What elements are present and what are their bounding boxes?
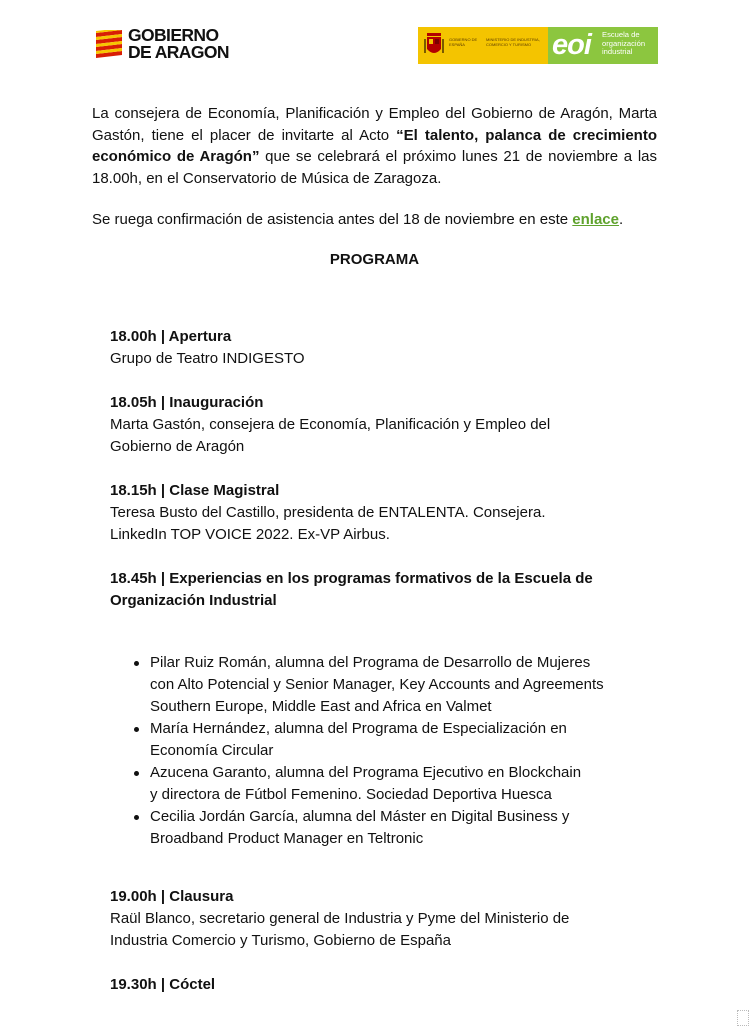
rsvp-link[interactable]: enlace [572,211,619,228]
intro-section [92,103,657,270]
aragon-flag-icon [96,30,122,60]
program-item-desc-line: Gobierno de Aragón [110,438,245,455]
bullet-icon [134,727,139,732]
rsvp-text: Se ruega confirmación de asistencia antes del 18 de noviembre en este [92,211,573,228]
program-item-desc-line: Teresa Busto del Castillo, presidenta de ENTALENTA. Consejera. [110,504,546,521]
ministry-logo [418,27,548,64]
list-item [134,652,655,718]
speaker-list [110,652,655,850]
list-item-line: Azucena Garanto, alumna del Programa Ejecutivo en Blockchain [150,764,582,781]
list-item [134,718,655,762]
bullet-icon [134,815,139,820]
spain-coat-of-arms-icon [424,31,444,59]
eoi-logo-text: Escuela de organización industrial [602,30,646,57]
aragon-line-2: DE ARAGON [128,42,229,62]
program-item-desc-line: LinkedIn TOP VOICE 2022. Ex-VP Airbus. [110,526,390,543]
program-item-title: 18.00h | Apertura [110,328,232,345]
program-item-title: 18.15h | Clase Magistral [110,482,280,499]
intro-paragraph [92,103,657,189]
bullet-icon [134,661,139,666]
aragon-line-1: GOBIERNO [128,25,219,45]
program-item-desc: Grupo de Teatro INDIGESTO [110,350,305,367]
rsvp-paragraph [92,209,657,231]
list-item [134,806,655,850]
program-item-desc-line: Raül Blanco, secretario general de Industria y Pyme del Ministerio de [110,910,570,927]
ministry-right-text: MINISTERIO DE INDUSTRIA, COMERCIO Y TURISMO [486,37,540,47]
program-item-title: 18.05h | Inauguración [110,394,264,411]
aragon-logo-text [128,27,229,61]
list-item-line: Cecilia Jordán García, alumna del Máster en Digital Business y [150,808,570,825]
eoi-logo-mark: eoi [552,29,591,61]
program-item-coctel [110,974,655,996]
program-item-inauguracion [110,392,655,458]
intro-text-a: La consejera de Economía, Planificación y Empleo del Gobierno de Aragón, Marta Gastón, tiene el placer de invitarte al Acto [92,105,657,144]
program-item-clausura [110,886,655,952]
list-item [134,762,655,806]
document-header [0,0,755,90]
program-item-desc-line: Industria Comercio y Turismo, Gobierno de España [110,932,451,949]
gobierno-aragon-logo [96,26,246,66]
event-title: “El talento, palanca de crecimiento económico de Aragón” [92,126,657,165]
list-item-line: Broadband Product Manager en Teltronic [150,830,424,847]
list-item-line: Southern Europe, Middle East and Africa en Valmet [150,698,492,715]
bullet-icon [134,771,139,776]
program-item-title-line: 18.45h | Experiencias en los programas formativos de la Escuela de [110,570,593,587]
program-item-clase-magistral [110,480,655,546]
program-item-desc-line: Marta Gastón, consejera de Economía, Planificación y Empleo del [110,416,551,433]
list-item-line: con Alto Potencial y Senior Manager, Key Accounts and Agreements [150,676,604,693]
program-item-title: 19.00h | Clausura [110,888,234,905]
eoi-logo [548,27,658,64]
program-item-title-line: Organización Industrial [110,592,277,609]
programa-heading: PROGRAMA [329,250,420,268]
rsvp-period: . [619,211,624,228]
list-item-line: María Hernández, alumna del Programa de Especialización en [150,720,567,737]
program-item-experiencias [110,568,655,850]
list-item-line: Economía Circular [150,742,274,759]
intro-text-b: que se celebrará el próximo lunes 21 de noviembre a las 18.00h, en el Conservatorio de Música de Zaragoza. [92,148,657,187]
program-item-apertura [110,326,655,370]
list-item-line: Pilar Ruiz Román, alumna del Programa de Desarrollo de Mujeres [150,654,591,671]
program-item-title: 19.30h | Cóctel [110,976,216,993]
program-list [110,326,655,1018]
ministry-left-text: GOBIERNO DE ESPAÑA [449,37,478,47]
list-item-line: y directora de Fútbol Femenino. Sociedad Deportiva Huesca [150,786,552,803]
page-corner-marker [737,1010,749,1026]
